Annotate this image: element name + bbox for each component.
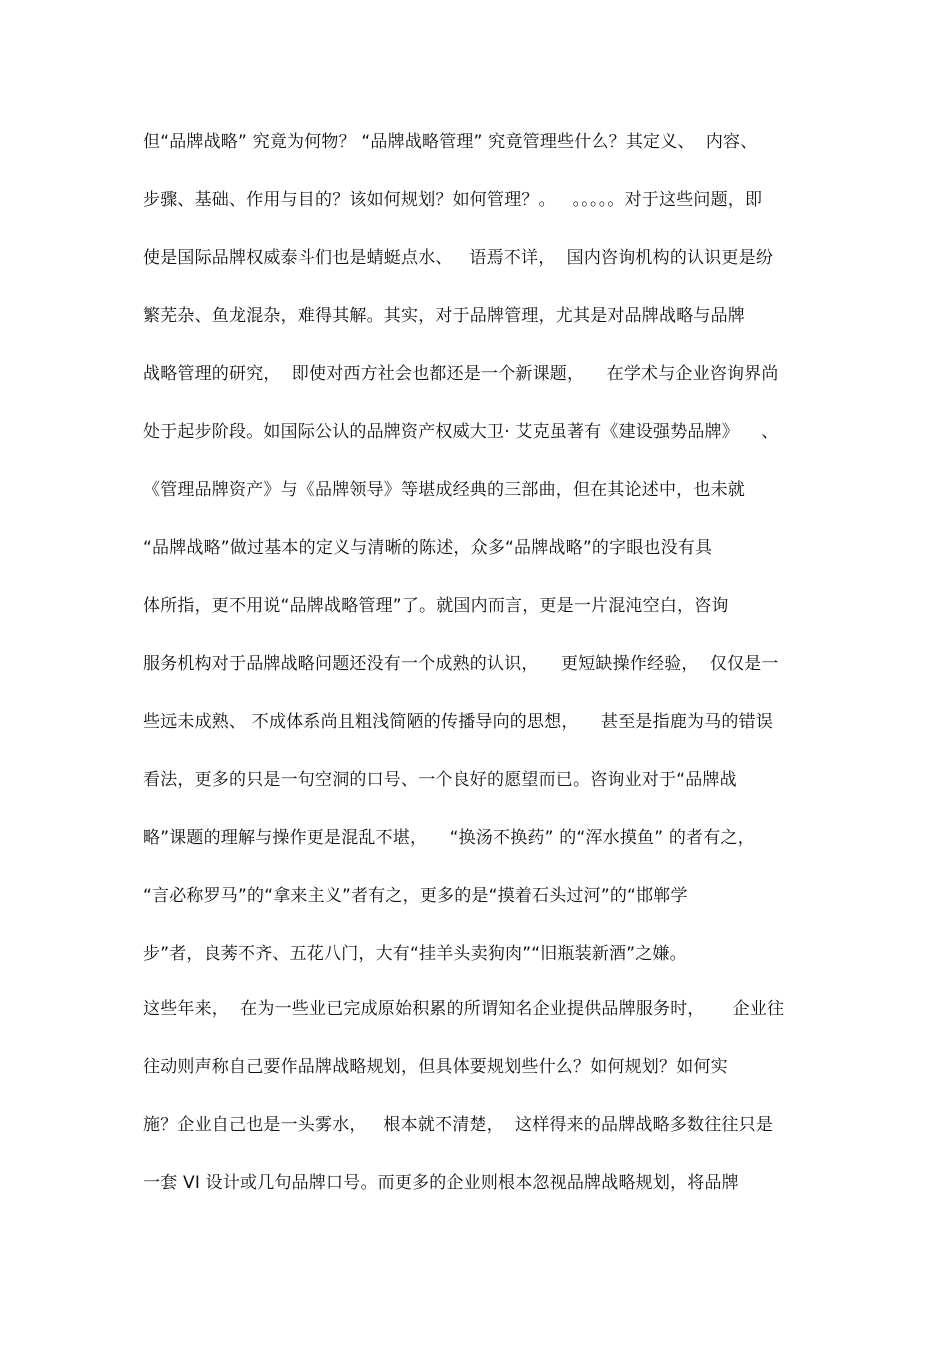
text-line-11: 些远未成熟、 不成体系尚且粗浅简陋的传播导向的思想， 甚至是指鹿为马的错误	[143, 712, 774, 732]
text-line-9: 体所指，更不用说“品牌战略管理”了。就国内而言，更是一片混沌空白，咨询	[143, 596, 729, 616]
text-line-12: 看法，更多的只是一句空洞的口号、一个良好的愿望而已。咨询业对于“品牌战	[143, 770, 737, 790]
text-line-4: 繁芜杂、鱼龙混杂，难得其解。其实，对于品牌管理，尤其是对品牌战略与品牌	[143, 306, 745, 326]
text-line-18: 施？企业自己也是一头雾水， 根本就不清楚， 这样得来的品牌战略多数往往只是	[143, 1115, 774, 1135]
text-line-19: 一套 VI 设计或几句品牌口号。而更多的企业则根本忽视品牌战略规划，将品牌	[143, 1173, 739, 1193]
text-line-3: 使是国际品牌权威泰斗们也是蜻蜓点水、 语焉不详， 国内咨询机构的认识更是纷	[143, 248, 774, 268]
text-line-6: 处于起步阶段。如国际公认的品牌资产权威大卫· 艾克虽著有《建设强势品牌》 、	[143, 422, 779, 442]
body-text	[143, 128, 823, 1198]
text-line-17: 往动则声称自己要作品牌战略规划，但具体要规划些什么？如何规划？如何实	[143, 1057, 728, 1077]
text-line-1: 但“品牌战略” 究竟为何物？ “品牌战略管理” 究竟管理些什么？其定义、 内容、	[143, 132, 758, 152]
text-line-15: 步”者，良莠不齐、五花八门，大有“挂羊头卖狗肉”“旧瓶装新酒”之嫌。	[143, 944, 687, 964]
text-line-8: “品牌战略”做过基本的定义与清晰的陈述，众多“品牌战略”的字眼也没有具	[143, 538, 713, 558]
text-line-5: 战略管理的研究， 即使对西方社会也都还是一个新课题， 在学术与企业咨询界尚	[143, 364, 779, 384]
text-line-13: 略”课题的理解与操作更是混乱不堪， “换汤不换药” 的“浑水摸鱼” 的者有之，	[143, 828, 755, 848]
text-line-10: 服务机构对于品牌战略问题还没有一个成熟的认识， 更短缺操作经验， 仅仅是一	[143, 654, 779, 674]
text-line-14: “言必称罗马”的“拿来主义”者有之，更多的是“摸着石头过河”的“邯郸学	[143, 886, 688, 906]
text-line-2: 步骤、基础、作用与目的？该如何规划？如何管理？。 。。。。。对于这些问题，即	[143, 190, 763, 210]
text-line-7: 《管理品牌资产》与《品牌领导》等堪成经典的三部曲，但在其论述中，也未就	[143, 480, 745, 500]
text-line-16: 这些年来， 在为一些业已完成原始积累的所谓知名企业提供品牌服务时， 企业往	[143, 999, 785, 1019]
